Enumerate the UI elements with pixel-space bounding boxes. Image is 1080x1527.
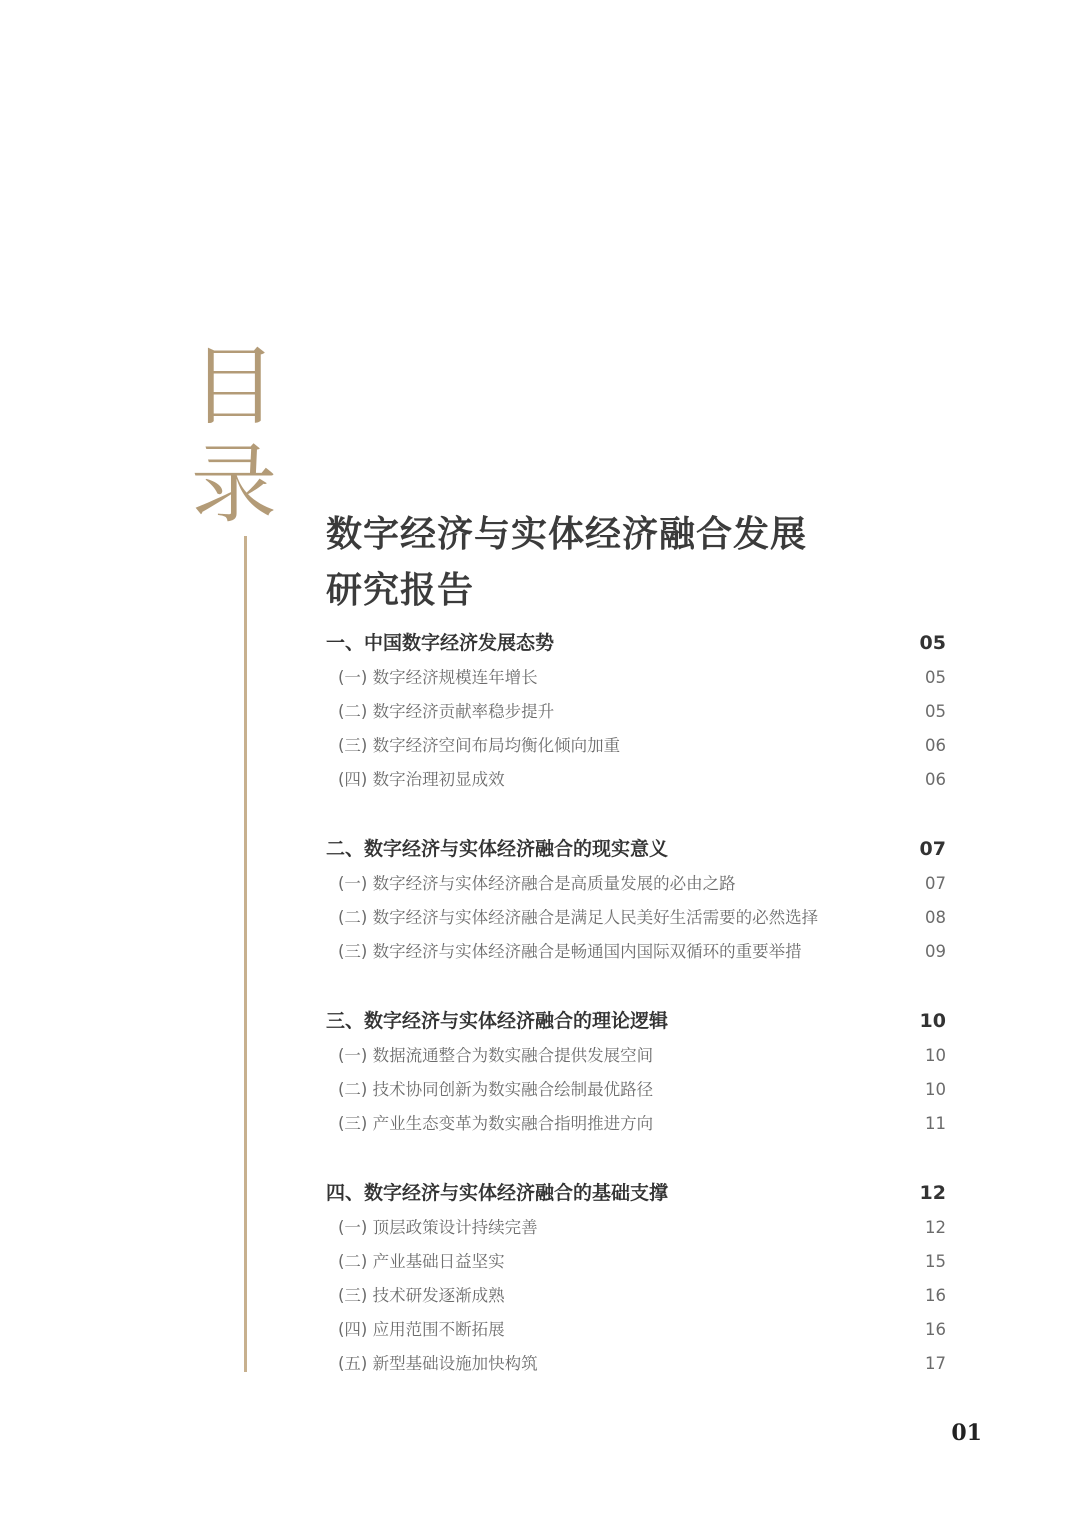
toc-section-entry[interactable] — [326, 1003, 946, 1039]
dot-leader — [739, 871, 922, 888]
toc-subsection-entry[interactable] — [326, 1347, 946, 1381]
toc-page-number: 10 — [925, 1080, 946, 1099]
toc-subsection-label: (三) 数字经济与实体经济融合是畅通国内国际双循环的重要举措 — [338, 942, 802, 961]
toc-page-number: 07 — [919, 838, 946, 860]
toc-subsection-label: (一) 数据流通整合为数实融合提供发展空间 — [338, 1046, 654, 1065]
dot-leader — [508, 1249, 922, 1266]
toc-subsection-label: (一) 数字经济与实体经济融合是高质量发展的必由之路 — [338, 874, 736, 893]
dot-leader — [671, 834, 917, 853]
document-title — [326, 506, 946, 618]
toc-subsection-label: (三) 产业生态变革为数实融合指明推进方向 — [338, 1114, 654, 1133]
toc-page-number: 06 — [925, 770, 946, 789]
dot-leader — [821, 905, 922, 922]
toc-page-number: 15 — [925, 1252, 946, 1271]
dot-leader — [623, 733, 922, 750]
toc-section-1 — [326, 625, 946, 797]
toc-subsection-entry[interactable] — [326, 901, 946, 935]
dot-leader — [671, 1006, 917, 1025]
toc-page-number: 17 — [925, 1354, 946, 1373]
toc-subsection-label: (二) 数字经济与实体经济融合是满足人民美好生活需要的必然选择 — [338, 908, 819, 927]
toc-subsection-entry[interactable] — [326, 661, 946, 695]
document-title-line-2: 研究报告 — [326, 569, 475, 611]
toc-page-number: 16 — [925, 1320, 946, 1339]
toc-subsection-entry[interactable] — [326, 1313, 946, 1347]
toc-page-number: 05 — [925, 668, 946, 687]
toc-subsection-entry[interactable] — [326, 1073, 946, 1107]
toc-page-number: 10 — [925, 1046, 946, 1065]
toc-subsection-label: (二) 技术协同创新为数实融合绘制最优路径 — [338, 1080, 654, 1099]
toc-page-number: 07 — [925, 874, 946, 893]
toc-page-number: 11 — [925, 1114, 946, 1133]
toc-subsection-entry[interactable] — [326, 763, 946, 797]
dot-leader — [541, 1351, 922, 1368]
toc-subsection-label: (四) 数字治理初显成效 — [338, 770, 505, 789]
toc-subsection-label: (一) 顶层政策设计持续完善 — [338, 1218, 538, 1237]
dot-leader — [656, 1043, 922, 1060]
dot-leader — [508, 767, 922, 784]
toc-subsection-entry[interactable] — [326, 1039, 946, 1073]
toc-subsection-entry[interactable] — [326, 1211, 946, 1245]
dot-leader — [508, 1317, 922, 1334]
toc-mark-char-1: 目 — [191, 337, 277, 437]
toc-section-4 — [326, 1175, 946, 1381]
dot-leader — [541, 665, 922, 682]
toc-subsection-entry[interactable] — [326, 695, 946, 729]
toc-heading-mark — [186, 338, 282, 534]
toc-page-number: 09 — [925, 942, 946, 961]
toc-subsection-label: (三) 技术研发逐渐成熟 — [338, 1286, 505, 1305]
toc-mark-char-2: 录 — [191, 435, 277, 535]
toc-section-2 — [326, 831, 946, 969]
accent-divider-line — [244, 536, 247, 1372]
toc-subsection-label: (一) 数字经济规模连年增长 — [338, 668, 538, 687]
toc-section-label: 四、数字经济与实体经济融合的基础支撑 — [326, 1182, 669, 1204]
toc-section-label: 一、中国数字经济发展态势 — [326, 632, 555, 654]
toc-subsection-label: (四) 应用范围不断拓展 — [338, 1320, 505, 1339]
toc-page-number: 08 — [925, 908, 946, 927]
toc-subsection-label: (二) 数字经济贡献率稳步提升 — [338, 702, 555, 721]
table-of-contents — [326, 625, 946, 1415]
dot-leader — [508, 1283, 922, 1300]
toc-subsection-entry[interactable] — [326, 867, 946, 901]
toc-section-entry[interactable] — [326, 831, 946, 867]
page-number: 01 — [951, 1420, 982, 1446]
dot-leader — [656, 1111, 922, 1128]
toc-subsection-entry[interactable] — [326, 1245, 946, 1279]
toc-subsection-label: (五) 新型基础设施加快构筑 — [338, 1354, 538, 1373]
toc-subsection-entry[interactable] — [326, 1107, 946, 1141]
toc-page-number: 12 — [919, 1182, 946, 1204]
dot-leader — [557, 628, 917, 647]
toc-page-number: 06 — [925, 736, 946, 755]
toc-section-entry[interactable] — [326, 1175, 946, 1211]
toc-page-number: 05 — [925, 702, 946, 721]
toc-section-3 — [326, 1003, 946, 1141]
dot-leader — [541, 1215, 922, 1232]
toc-subsection-entry[interactable] — [326, 1279, 946, 1313]
dot-leader — [671, 1178, 917, 1197]
toc-section-label: 三、数字经济与实体经济融合的理论逻辑 — [326, 1010, 669, 1032]
toc-page-number: 10 — [919, 1010, 946, 1032]
toc-subsection-entry[interactable] — [326, 729, 946, 763]
toc-section-entry[interactable] — [326, 625, 946, 661]
dot-leader — [656, 1077, 922, 1094]
toc-subsection-label: (三) 数字经济空间布局均衡化倾向加重 — [338, 736, 621, 755]
toc-page-number: 16 — [925, 1286, 946, 1305]
document-title-line-1: 数字经济与实体经济融合发展 — [326, 513, 808, 555]
dot-leader — [557, 699, 922, 716]
toc-page-number: 12 — [925, 1218, 946, 1237]
toc-page-number: 05 — [919, 632, 946, 654]
toc-subsection-entry[interactable] — [326, 935, 946, 969]
toc-section-label: 二、数字经济与实体经济融合的现实意义 — [326, 838, 669, 860]
dot-leader — [805, 939, 922, 956]
toc-subsection-label: (二) 产业基础日益坚实 — [338, 1252, 505, 1271]
